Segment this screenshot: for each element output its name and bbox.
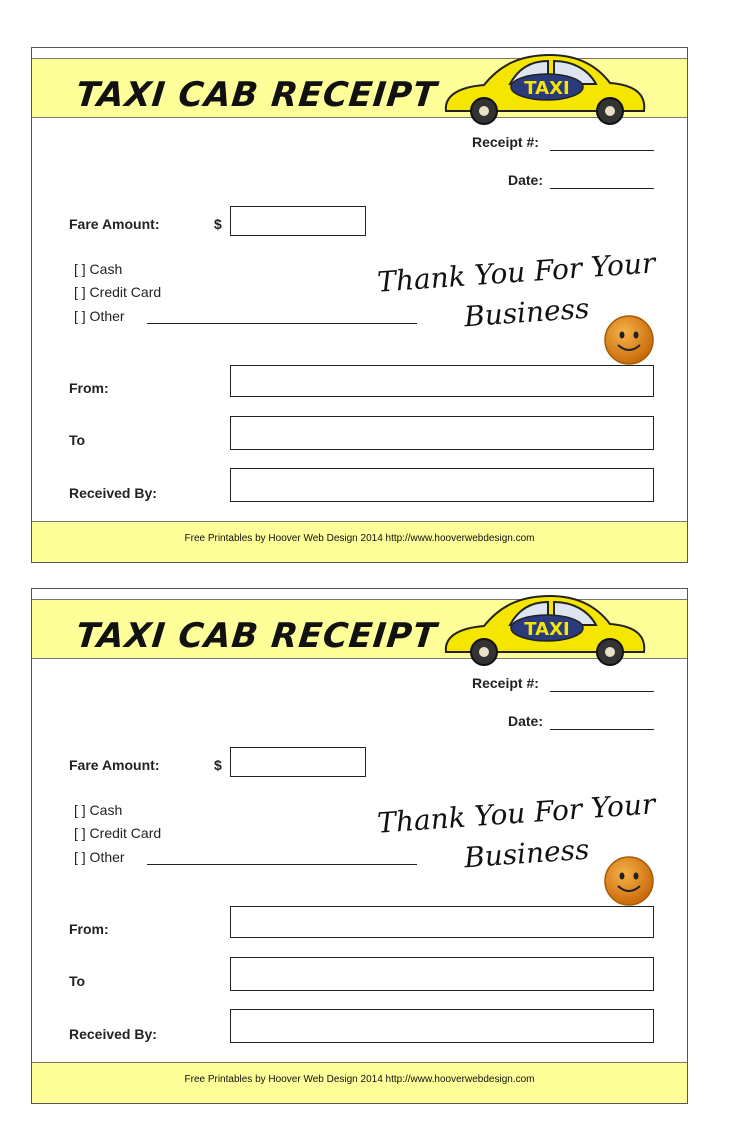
payment-other-option[interactable]: [ ] Other [74, 308, 125, 324]
thank-you-text: Thank You For Your [376, 787, 657, 840]
from-field[interactable] [230, 365, 654, 397]
to-label: To [69, 432, 86, 448]
payment-other-line[interactable] [147, 323, 417, 324]
payment-credit-card-option[interactable]: [ ] Credit Card [74, 284, 162, 300]
taxi-sign-text: TAXI [524, 78, 570, 99]
footer-text: Free Printables by Hoover Web Design 2014 http://www.hooverwebdesign.com [184, 533, 535, 544]
receipt-header [32, 58, 687, 118]
receipt-footer [32, 1062, 687, 1103]
business-text: Business [463, 291, 591, 334]
received-by-field[interactable] [230, 1009, 654, 1043]
business-text: Business [463, 832, 591, 875]
fare-amount-label: Fare Amount: [69, 216, 160, 232]
taxi-car-icon [440, 51, 650, 127]
received-by-label: Received By: [69, 485, 157, 501]
payment-cash-option[interactable]: [ ] Cash [74, 802, 123, 818]
receipt-number-label: Receipt #: [472, 134, 539, 150]
payment-cash-option[interactable]: [ ] Cash [74, 261, 123, 277]
currency-symbol: $ [214, 757, 222, 773]
from-field[interactable] [230, 906, 654, 938]
to-label: To [69, 973, 86, 989]
taxi-car-icon [440, 592, 650, 668]
receipt-footer [32, 521, 687, 562]
received-by-label: Received By: [69, 1026, 157, 1042]
fare-amount-field[interactable] [230, 747, 366, 777]
footer-text: Free Printables by Hoover Web Design 2014 http://www.hooverwebdesign.com [184, 1074, 535, 1085]
received-by-field[interactable] [230, 468, 654, 502]
fare-amount-label: Fare Amount: [69, 757, 160, 773]
fare-amount-field[interactable] [230, 206, 366, 236]
smiley-face-icon [603, 855, 655, 907]
receipt-number-line[interactable] [550, 691, 654, 692]
currency-symbol: $ [214, 216, 222, 232]
date-label: Date: [508, 172, 544, 188]
date-line[interactable] [550, 729, 654, 730]
receipt-title: TAXI CAB RECEIPT [73, 75, 440, 115]
to-field[interactable] [230, 957, 654, 991]
from-label: From: [69, 921, 109, 937]
smiley-face-icon [603, 314, 655, 366]
receipt-title: TAXI CAB RECEIPT [73, 616, 440, 656]
receipt-card-2 [31, 588, 688, 1104]
payment-other-option[interactable]: [ ] Other [74, 849, 125, 865]
receipt-header [32, 599, 687, 659]
receipt-number-line[interactable] [550, 150, 654, 151]
payment-other-line[interactable] [147, 864, 417, 865]
receipt-card-1 [31, 47, 688, 563]
date-line[interactable] [550, 188, 654, 189]
thank-you-text: Thank You For Your [376, 246, 657, 299]
to-field[interactable] [230, 416, 654, 450]
date-label: Date: [508, 713, 544, 729]
from-label: From: [69, 380, 109, 396]
payment-credit-card-option[interactable]: [ ] Credit Card [74, 825, 162, 841]
taxi-sign-text: TAXI [524, 619, 570, 640]
receipt-number-label: Receipt #: [472, 675, 539, 691]
